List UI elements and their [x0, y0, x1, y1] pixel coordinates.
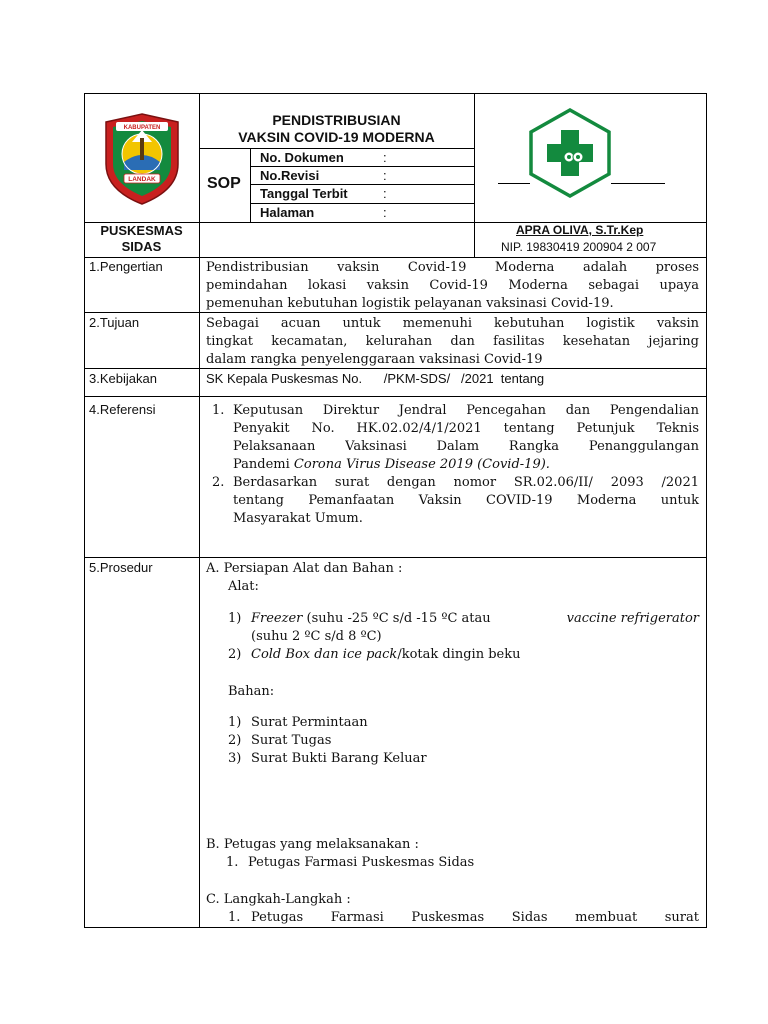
referensi-item1-line-2: Penyakit No. HK.02.02/4/1/2021 tentang Petunjuk Teknis: [233, 421, 699, 436]
row-line-4: [84, 396, 707, 397]
signer-name: APRA OLIVA, S.Tr.Kep: [516, 223, 644, 237]
sop-label: SOP: [207, 175, 241, 192]
kabupaten-landak-logo: [102, 112, 182, 206]
referensi-item2-line-2: tentang Pemanfaatan Vaksin COVID-19 Moderna untuk: [233, 493, 699, 508]
section-label-kebijakan: 3.Kebijakan: [89, 371, 157, 386]
kebijakan-text: SK Kepala Puskesmas No. /PKM-SDS/ /2021 tentang: [206, 371, 545, 386]
pengertian-line-1: Pendistribusian vaksin Covid-19 Moderna adalah proses: [206, 260, 699, 275]
referensi-item2-line-3: Masyarakat Umum.: [233, 511, 363, 526]
puskesmas-logo: [527, 108, 613, 198]
alat-item1-italic: Freezer (suhu -25 ºC s/d -15 ºC atau: [251, 611, 495, 626]
org-name-line1: PUSKESMAS: [100, 223, 183, 238]
section-label-pengertian: 1.Pengertian: [89, 259, 163, 274]
referensi-item2-number: 2.: [212, 475, 225, 490]
referensi-item1-line-4: [233, 456, 550, 474]
prosedur-alat-label: Alat:: [228, 579, 259, 594]
logo-line-left: [498, 183, 530, 184]
tujuan-line-3: dalam rangka penyelenggaraan vaksinasi Covid-19: [206, 352, 543, 367]
referensi-item1-line-3: Pelaksanaan Vaksinasi Dalam Rangka Penanggulangan: [233, 439, 699, 454]
meta-divider-3: [250, 203, 474, 204]
alat-item2-text: [251, 646, 520, 664]
org-name-line2: SIDAS: [121, 239, 162, 254]
bahan-item3-text: Surat Bukti Barang Keluar: [251, 751, 427, 766]
doc-title-line1: PENDISTRIBUSIAN: [272, 112, 401, 128]
bahan-item3-number: 3): [228, 751, 242, 766]
langkah-item-text: Petugas Farmasi Puskesmas Sidas membuat surat: [251, 910, 699, 925]
prosedur-b-heading: B. Petugas yang melaksanakan :: [206, 837, 419, 852]
alat-item2-rest: /kotak dingin beku: [397, 647, 521, 662]
meta-label-no-revisi: No.Revisi: [260, 168, 320, 183]
title-divider: [199, 148, 474, 149]
meta-value-halaman: :: [383, 205, 387, 220]
alat-item2-italic: Cold Box dan ice pack: [251, 647, 398, 662]
meta-divider-1: [250, 166, 474, 167]
sop-table-border: [84, 93, 707, 928]
meta-label-halaman: Halaman: [260, 205, 315, 220]
meta-label-tanggal-terbit: Tanggal Terbit: [260, 186, 348, 201]
signer-nip: NIP. 19830419 200904 2 007: [501, 240, 657, 254]
logo-top-text: KABUPATEN: [123, 125, 161, 131]
petugas-item-number: 1.: [226, 855, 239, 870]
referensi-item1-number: 1.: [212, 403, 225, 418]
prosedur-a-heading: A. Persiapan Alat dan Bahan :: [206, 561, 403, 576]
meta-label-no-dokumen: No. Dokumen: [260, 150, 344, 165]
label-column-divider: [199, 93, 200, 928]
alat-item1-number: 1): [228, 611, 242, 626]
pengertian-line-3: pemenuhan kebutuhan logistik pelayanan vaksinasi Covid-19.: [206, 296, 614, 311]
section-label-referensi: 4.Referensi: [89, 402, 156, 417]
petugas-item-text: Petugas Farmasi Puskesmas Sidas: [248, 855, 475, 870]
meta-value-tanggal-terbit: :: [383, 186, 387, 201]
referensi-item1-italic: Corona Virus Disease 2019 (Covid-19).: [293, 457, 550, 472]
referensi-item2-line-1: Berdasarkan surat dengan nomor SR.02.06/II/ 2093 /2021: [233, 475, 699, 490]
pengertian-line-2: pemindahan lokasi vaksin Covid-19 Moderna sebagai upaya: [206, 278, 699, 293]
row-line-5: [84, 557, 707, 558]
sop-divider: [250, 148, 251, 222]
logo-bottom-text: LANDAK: [128, 176, 156, 183]
meta-divider-2: [250, 184, 474, 185]
alat-item1-line-2: (suhu 2 ºC s/d 8 ºC): [251, 629, 382, 644]
meta-value-no-revisi: :: [383, 168, 387, 183]
tujuan-line-2: tingkat kecamatan, kelurahan dan fasilitas kesehatan jejaring: [206, 334, 699, 349]
meta-value-no-dokumen: :: [383, 150, 387, 165]
langkah-item-number: 1.: [228, 910, 241, 925]
bahan-item2-number: 2): [228, 733, 242, 748]
alat-item1-line-1: [251, 610, 699, 628]
section-label-tujuan: 2.Tujuan: [89, 315, 140, 330]
bahan-item2-text: Surat Tugas: [251, 733, 332, 748]
bahan-item1-text: Surat Permintaan: [251, 715, 368, 730]
logo-line-right: [611, 183, 665, 184]
section-label-prosedur: 5.Prosedur: [89, 560, 153, 575]
prosedur-c-heading: C. Langkah-Langkah :: [206, 892, 351, 907]
alat-item2-number: 2): [228, 647, 242, 662]
referensi-item1-plain: Pandemi: [233, 457, 294, 472]
doc-title-line2: VAKSIN COVID-19 MODERNA: [238, 129, 435, 145]
alat-item1-italic2: vaccine refrigerator: [566, 611, 699, 626]
tujuan-line-1: Sebagai acuan untuk memenuhi kebutuhan logistik vaksin: [206, 316, 699, 331]
prosedur-bahan-label: Bahan:: [228, 684, 275, 699]
header-right-divider: [474, 93, 475, 257]
bahan-item1-number: 1): [228, 715, 242, 730]
row-line-1: [84, 257, 707, 258]
referensi-item1-line-1: Keputusan Direktur Jendral Pencegahan dan Pengendalian: [233, 403, 699, 418]
